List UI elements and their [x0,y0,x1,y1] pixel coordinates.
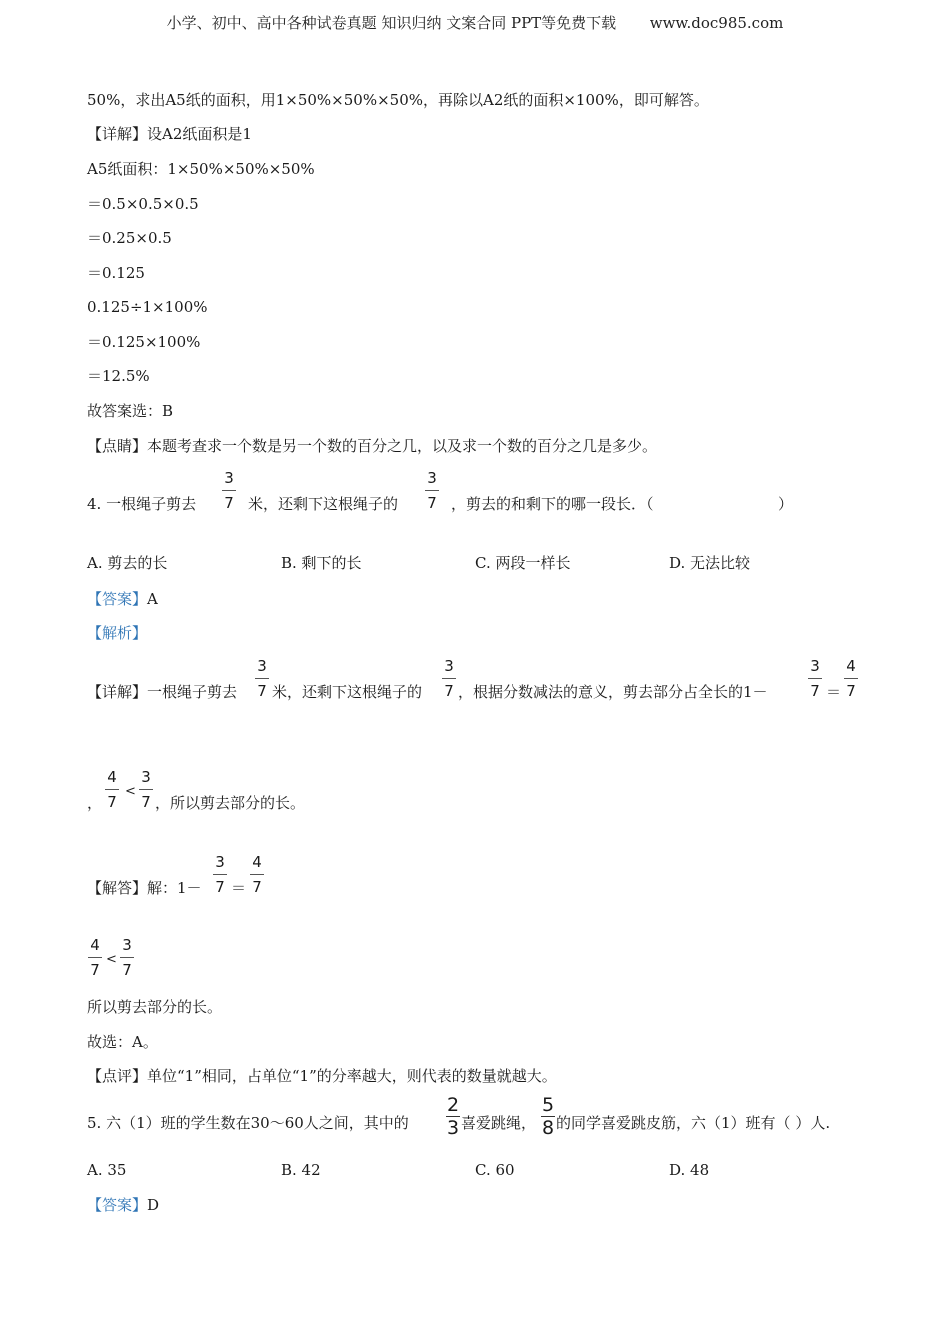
q5-fraction: 5 8 [541,1094,555,1139]
q5-answer [87,1195,159,1215]
q4-fraction: 3 7 [213,853,227,896]
q4-fraction: 3 7 [120,936,134,979]
q4-stem-c: ，剪去的和剩下的哪一段长．（ [451,495,654,513]
q4-stem-d: ） [778,495,794,513]
q4-fraction: 4 7 [105,768,119,811]
q4-option-a: A. 剪去的长 [87,554,168,572]
q5-stem-c: 的同学喜爱跳皮筋，六（1）班有（ ）人. [556,1114,831,1132]
q4-review: 【点评】单位“1”相同，占单位“1”的分率越大，则代表的数量就越大。 [87,1067,557,1085]
equals-sign: ＝ [826,683,842,701]
q5-option-c: C. 60 [475,1161,515,1179]
q4-cmp-lead: ， [87,794,103,812]
q4-detail-a: 【详解】一根绳子剪去 [87,683,238,701]
q3-explanation: 50%，求出A5纸的面积，用1×50%×50%×50%，再除以A2纸的面积×100%，即可解答。 [87,91,709,109]
q3-calc-line: ＝0.125×100% [87,333,201,351]
answer-value: A [147,590,158,608]
q4-solve: 【解答】解：1－ [87,879,202,897]
q3-choice: 故答案选：B [87,402,174,420]
q4-stem-a: 4. 一根绳子剪去 [87,495,197,513]
less-than-sign: < [106,952,117,967]
q4-stem-b: 米，还剩下这根绳子的 [248,495,399,513]
q4-choice: 故选：A。 [87,1033,158,1051]
q4-option-b: B. 剩下的长 [281,554,362,572]
q5-option-b: B. 42 [281,1161,321,1179]
q4-fraction: 4 7 [844,657,858,700]
q5-option-d: D. 48 [669,1161,710,1179]
header-url[interactable]: www.doc985.com [649,14,784,32]
q3-calc-line: ＝0.25×0.5 [87,229,172,247]
q5-option-a: A. 35 [87,1161,127,1179]
q4-answer [87,589,158,609]
q3-calc-line: ＝0.5×0.5×0.5 [87,195,199,213]
less-than-sign: < [125,784,136,799]
q3-calc-line: A5纸面积：1×50%×50%×50% [87,160,315,178]
q4-option-d: D. 无法比较 [669,554,751,572]
q4-fraction: 3 7 [808,657,822,700]
page-header [0,12,950,33]
q3-calc-line: ＝0.125 [87,264,145,282]
q4-cmp-tail: ，所以剪去部分的长。 [155,794,306,812]
header-text: 小学、初中、高中各种试卷真题 知识归纳 文案合同 PPT等免费下载 [166,14,617,32]
q4-fraction: 4 7 [88,936,102,979]
q3-calc-line: 0.125÷1×100% [87,298,208,316]
q3-comment: 【点睛】本题考查求一个数是另一个数的百分之几，以及求一个数的百分之几是多少。 [87,437,658,455]
q4-analysis-label: 【解析】 [87,624,148,642]
q4-detail-b: 米，还剩下这根绳子的 [272,683,423,701]
q3-detail: 【详解】设A2纸面积是1 [87,125,252,143]
q4-conclusion: 所以剪去部分的长。 [87,998,223,1016]
answer-value: D [147,1196,160,1214]
q5-fraction: 2 3 [446,1094,460,1139]
q3-calc-line: ＝12.5% [87,367,150,385]
q4-fraction: 3 7 [222,469,236,512]
q4-fraction: 3 7 [425,469,439,512]
q4-fraction: 3 7 [255,657,269,700]
q5-stem-b: 喜爱跳绳， [461,1114,537,1132]
q4-fraction: 4 7 [250,853,264,896]
answer-label: 【答案】 [87,1196,148,1214]
q5-stem-a: 5. 六（1）班的学生数在30～60人之间，其中的 [87,1114,409,1132]
q4-detail-c: ，根据分数减法的意义，剪去部分占全长的1－ [458,683,768,701]
q4-option-c: C. 两段一样长 [475,554,571,572]
answer-label: 【答案】 [87,590,148,608]
q4-fraction: 3 7 [139,768,153,811]
equals-sign: ＝ [231,879,247,897]
q4-fraction: 3 7 [442,657,456,700]
